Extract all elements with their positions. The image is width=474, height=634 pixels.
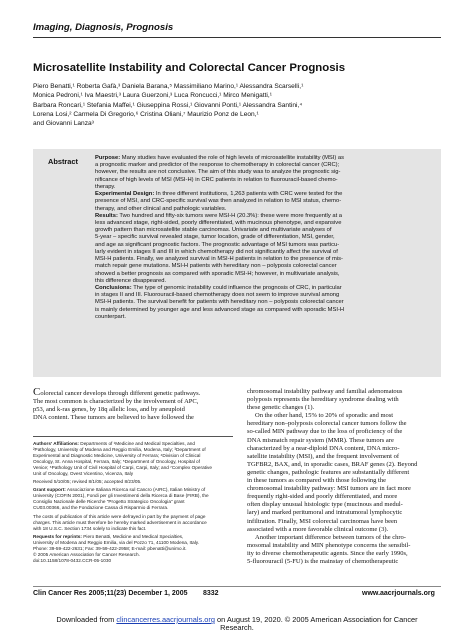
body-line: [247, 388, 447, 396]
line-text: growth pattern than microsatellite stable carcinomas. Univariate and multivariate analyses of: [95, 227, 332, 234]
abstract-line: [95, 263, 435, 270]
abstract-line: [95, 177, 435, 184]
line-text: The type of genomic instability could influence the prognosis of CRC, in particular: [131, 284, 342, 291]
abstract-line: [95, 292, 435, 299]
body-line: [247, 558, 447, 566]
footnote-line: [33, 558, 238, 564]
line-text: Unit of Oncology, Ovest Vicentino, Vicenza, Italy: [33, 471, 134, 477]
body-line: The most common is characterized by the involvement of APC,: [33, 398, 199, 406]
section-lead: Authors' Affiliations:: [33, 441, 79, 446]
body-line: [247, 534, 447, 542]
body-first-line: Colorectal cancer develops through different genetic pathways.: [33, 386, 201, 398]
line-text: larly evident in stages II and III in which chemotherapy did not significantly affect the survival of: [95, 248, 338, 255]
body-text-right: [247, 388, 447, 566]
body-line: [247, 445, 447, 453]
line-text: often display unusual histologic type (mucinous and medul-: [247, 501, 403, 509]
abstract-line: [95, 206, 435, 213]
journal-citation: Clin Cancer Res 2005;11(23) December 1, 2005: [33, 590, 188, 597]
body-line: [247, 518, 447, 526]
line-text: infiltration. Finally, MSI colorectal carcinomas have been: [247, 517, 398, 525]
abstract-line: [95, 299, 435, 306]
body-line: [247, 477, 447, 485]
line-text: is mainly determined by younger age and less advanced stage as compared with sporadic MSI-H: [95, 306, 345, 313]
author-line: and Giovanni Lanza³: [33, 120, 94, 128]
line-text: CU03.00366, and the Fondazione Cassa di Risparmio di Ferrara.: [33, 505, 169, 511]
line-text: Venice; ⁶Pathology Unit of Civil Hospital of Carpi, Carpi, Italy; and ⁷Complex Operative: [33, 465, 212, 471]
line-text: chromosomal instability pathway and familial adenomatous: [247, 388, 403, 395]
body-line: [247, 542, 447, 550]
body-line: [247, 404, 447, 412]
line-text: nificance of high levels of MSI (MSI-H) in CRC patients in relation to fluorouracil-based chemo-: [95, 176, 338, 183]
section-lead: Requests for reprints:: [33, 533, 82, 539]
body-line: [247, 493, 447, 501]
body-line: [247, 461, 447, 469]
abstract-line: [95, 285, 435, 292]
line-text: ²Pathology, University of Modena and Reggio Emilia, Modena, Italy; ³Department of: [33, 447, 206, 453]
abstract-text: [95, 155, 435, 321]
line-text: TGFBR2, BAX, and, in sporadic cases, BRAF genes (2). Beyond: [247, 460, 418, 468]
line-text: Many studies have evaluated the role of high levels of microsatellite instability (MSI) as: [120, 155, 345, 161]
line-text: in stages II and III. Fluorouracil-based chemotherapy does not seem to improve survival among: [95, 292, 340, 299]
header-divider: [33, 37, 441, 38]
body-line: [247, 453, 447, 461]
line-text: presence of MSI, and CRC-specific survival was then analyzed in relation to MSI status, chemo-: [95, 198, 342, 205]
line-text: doi:10.1158/1078-0432.CCR-05-1030: [33, 557, 112, 563]
line-text: satellite instability (MSI), and the frequent involvement of: [247, 452, 399, 460]
line-text: Experimental and Diagnostic Medicine, University of Ferrara; ⁴Division of Clinical: [33, 453, 201, 459]
body-text-left: [33, 388, 233, 422]
line-text: University of Modena and Reggio Emilia, via del Pozzo 71, 41100 Modena, Italy.: [33, 539, 200, 545]
body-line: [247, 501, 447, 509]
line-text: these genetic changes (1).: [247, 404, 315, 412]
line-text: MSI-H patients. The survival benefit for patients with hereditary non – polyposis colorectal cancer: [95, 299, 344, 306]
abstract-line: [95, 271, 435, 278]
line-text: MSI-H patients. Finally, we analyzed survival in MSI-H patients in relation to the presence of mis-: [95, 256, 343, 263]
line-text: University (COFIN 2001), Fondi per gli Investimenti della Ricerca di Base (FIRB), the: [33, 493, 209, 499]
section-lead: Results:: [95, 212, 118, 219]
line-text: 5-year – specific survival revealed stage, tumor location, grade of differentiation, MSI, gender,: [95, 234, 335, 241]
line-text: showed a better prognosis as compared with sporadic MSI-H; however, in multivariate analysis,: [95, 270, 340, 277]
line-text: charges. This article must therefore be hereby marked advertisement in accordance: [33, 519, 207, 525]
abstract-label: Abstract: [48, 157, 78, 166]
abstract-line: [95, 242, 435, 249]
line-text: frequently right-sided and poorly differentiated, and more: [247, 493, 398, 501]
body-line: [247, 412, 447, 420]
line-text: hereditary non–polyposis colorectal cancer tumors follow the: [247, 420, 407, 428]
abstract-line: [95, 155, 435, 162]
author-line: Piero Benatti,¹ Roberta Gafà,³ Daniela Barana,⁵ Massimiliano Marino,¹ Alessandra Scarselli,¹: [33, 83, 304, 90]
abstract-line: [95, 256, 435, 263]
section-lead: Purpose:: [95, 155, 121, 161]
line-text: On the other hand, 15% to 20% of sporadic and most: [255, 412, 394, 420]
abstract-line: [95, 191, 435, 198]
line-text: © 2005 American Association for Cancer Research.: [33, 551, 140, 557]
author-list: [33, 82, 443, 128]
abstract-line: [95, 198, 435, 205]
footnote-divider: [33, 436, 233, 437]
section-lead: Conclusions:: [95, 284, 132, 291]
body-line: [247, 509, 447, 517]
author-line: Lorena Losi,² Carmela Di Gregorio,⁶ Cristina Oliani,⁷ Maurizio Ponz de Leon,¹: [33, 110, 259, 118]
abstract-line: [95, 184, 435, 191]
section-lead: Grant support:: [33, 487, 66, 493]
line-text: counterpart.: [95, 313, 126, 320]
line-text: in these tumors as compared with those following the: [247, 477, 387, 485]
drop-cap: C: [33, 386, 41, 398]
line-text: Received 5/10/05; revised 8/1/05; accepted 8/23/05.: [33, 479, 142, 485]
author-line: Monica Pedroni,¹ Iva Maestri,³ Laura Guerzoni,³ Luca Roncucci,¹ Mirco Menigatti,¹: [33, 92, 272, 100]
line-text: Phone: 39-59-422-2631; Fax: 39-59-422-2958; E-mail: pbenatti@unimo.it.: [33, 545, 187, 551]
abstract-line: [95, 307, 435, 314]
line-text: therapy.: [95, 183, 116, 190]
line-text: this difference disappeared.: [95, 277, 167, 284]
line-text: polyposis represents the hereditary syndrome dealing with: [247, 396, 399, 404]
body-line: [247, 485, 447, 493]
line-text: less advanced stage, right-sided, poorly differentiated, with mucinous phenotype, and expansive: [95, 219, 342, 226]
line-text: mosomal instability and MIN phenotype concerns the sensibil-: [247, 541, 411, 549]
abstract-line: [95, 234, 435, 241]
line-text: In three different institutions, 1,263 patients with CRC were tested for the: [154, 191, 343, 198]
abstract-line: [95, 314, 435, 321]
line-text: so-called MIN pathway due to the loss of proficiency of the: [247, 428, 403, 436]
footnotes: [33, 441, 238, 564]
abstract-line: [95, 278, 435, 285]
line-text: associated with a more favorable clinical outcome (3).: [247, 525, 389, 533]
line-text: a prognostic marker and predictor of the response to chemotherapy in colorectal cancer (CRC);: [95, 162, 340, 169]
line-text: Piero Benatti, Medicine and Medical Specialties,: [81, 533, 184, 539]
line-text: Oncology, St. Anna Hospital, Ferrara, Italy; ⁵Department of Oncology, Hospital of: [33, 459, 200, 465]
line-text: 5-fluorouracil (5-FU) is the mainstay of chemotherapeutic: [247, 557, 399, 565]
line-text: DNA mismatch repair system (MMR). These tumors are: [247, 436, 394, 444]
body-line: p53, and k-ras genes, by 18q allelic loss, and by aneuploid: [33, 406, 185, 414]
body-line: [247, 396, 447, 404]
download-banner: Downloaded from clincancerres.aacrjournals.org on August 19, 2020. © 2005 American Association for Cancer Research.: [56, 615, 418, 633]
body-line: [247, 428, 447, 436]
body-line: [247, 437, 447, 445]
body-line: [247, 420, 447, 428]
line-text: and age as significant prognostic factors. The prognostic advantage of MSI tumors was particu-: [95, 241, 340, 248]
abstract-line: [95, 169, 435, 176]
abstract-line: [95, 249, 435, 256]
author-line: Barbara Roncari,¹ Stefania Maffei,¹ Giuseppina Rossi,¹ Giovanni Ponti,¹ Alessandra Santini,⁴: [33, 101, 303, 109]
body-line: [247, 526, 447, 534]
abstract-line: [95, 227, 435, 234]
line-text: Associazione Italiana Ricerca sul Cancro (AIRC), Italian Ministry of: [65, 487, 206, 493]
line-text: however, the results are not conclusive. The aim of this study was to analyze the prognostic sig-: [95, 169, 341, 176]
abstract-line: [95, 162, 435, 169]
abstract-line: [95, 213, 435, 220]
line-text: Two hundred and fifty-six tumors were MSI-H (20.3%): these were more frequently at a: [117, 212, 343, 219]
line-text: match repair gene mutations. MSI-H patients with hereditary non – polyposis colorectal cancer: [95, 263, 337, 270]
line-text: Another important difference between tumors of the chro-: [255, 533, 406, 541]
line-text: Consiglio Nazionale delle Ricerche "Progetto Strategico Oncologia" grant: [33, 499, 185, 505]
journal-website: www.aacrjournals.org: [362, 590, 435, 597]
line-text: lary) and marked peritumoral and intratumoral lymphocytic: [247, 509, 403, 517]
section-header: Imaging, Diagnosis, Prognosis: [33, 22, 174, 33]
body-line: DNA content. These tumors are believed to have followed the: [33, 414, 194, 422]
line-text: Departments of ¹Medicine and Medical Specialties, and: [79, 441, 195, 446]
download-source-link[interactable]: clincancerres.aacrjournals.org: [116, 615, 215, 624]
line-text: therapy, and other clinical and pathologic variables.: [95, 205, 227, 212]
line-text: genetic changes, pathologic features are substantially different: [247, 468, 410, 476]
article-title: Microsatellite Instability and Colorectal Cancer Prognosis: [33, 62, 346, 74]
section-lead: Experimental Design:: [95, 191, 155, 198]
line-text: characterized by a near-diploid DNA content, DNA micro-: [247, 444, 400, 452]
body-line: [247, 469, 447, 477]
abstract-line: [95, 220, 435, 227]
page-number: 8332: [203, 590, 219, 597]
line-text: The costs of publication of this article were defrayed in part by the payment of page: [33, 513, 206, 519]
body-line: [247, 550, 447, 558]
line-text: with 18 U.S.C. Section 1734 solely to indicate this fact.: [33, 525, 147, 531]
line-text: chromosomal instability pathway: MSI tumors are in fact more: [247, 485, 411, 493]
line-text: ity to diverse chemotherapeutic agents. Since the early 1990s,: [247, 549, 408, 557]
footer-divider: [33, 586, 441, 587]
